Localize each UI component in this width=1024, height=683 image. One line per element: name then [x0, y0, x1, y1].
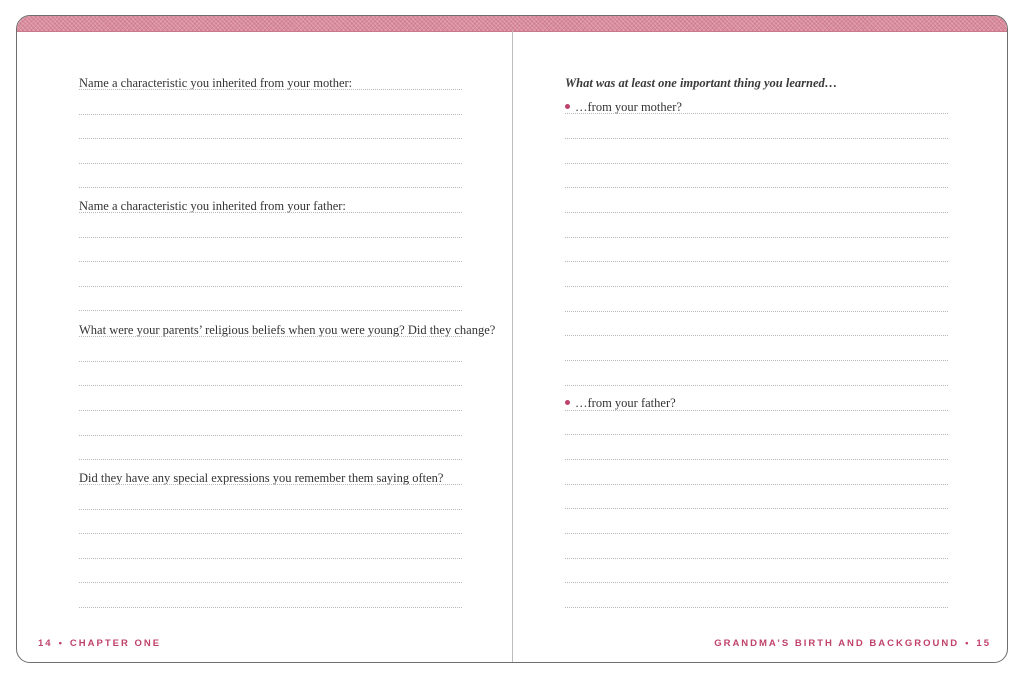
- section-title: GRANDMA’S BIRTH AND BACKGROUND: [714, 638, 960, 649]
- writing-line[interactable]: [79, 533, 462, 534]
- writing-line[interactable]: [565, 237, 948, 238]
- bullet-dot-icon: [565, 104, 570, 109]
- writing-line[interactable]: [79, 237, 462, 238]
- writing-line[interactable]: [79, 114, 462, 115]
- writing-line[interactable]: [565, 261, 948, 262]
- right-page: [513, 31, 1008, 663]
- writing-line[interactable]: [79, 558, 462, 559]
- question-mother-characteristic: Name a characteristic you inherited from your mother:: [79, 76, 353, 90]
- writing-line[interactable]: [79, 385, 462, 386]
- right-page-footer: [714, 638, 991, 649]
- writing-line[interactable]: [79, 261, 462, 262]
- writing-line[interactable]: [79, 361, 462, 362]
- writing-line[interactable]: [565, 335, 948, 336]
- writing-line[interactable]: [565, 360, 948, 361]
- writing-line[interactable]: [79, 582, 462, 583]
- writing-line[interactable]: [565, 138, 948, 139]
- writing-line[interactable]: [79, 509, 462, 510]
- bullet-from-father: [565, 396, 676, 410]
- bullet-label: …from your mother?: [575, 100, 682, 114]
- decorative-top-band: [17, 16, 1007, 32]
- question-special-expressions: Did they have any special expressions you remember them saying often?: [79, 471, 444, 485]
- writing-line[interactable]: [79, 484, 462, 485]
- writing-line[interactable]: [79, 459, 462, 460]
- writing-line[interactable]: [565, 508, 948, 509]
- writing-line[interactable]: [565, 582, 948, 583]
- writing-line[interactable]: [79, 410, 462, 411]
- writing-line[interactable]: [565, 187, 948, 188]
- footer-separator: •: [965, 638, 971, 649]
- page-number: 15: [976, 638, 991, 649]
- writing-line[interactable]: [79, 89, 462, 90]
- bullet-label: …from your father?: [575, 396, 676, 410]
- footer-separator: •: [58, 638, 64, 649]
- writing-line[interactable]: [565, 533, 948, 534]
- writing-line[interactable]: [79, 435, 462, 436]
- writing-line[interactable]: [79, 138, 462, 139]
- chapter-title: CHAPTER ONE: [69, 638, 162, 649]
- book-spread: [16, 15, 1008, 663]
- writing-line[interactable]: [79, 212, 462, 213]
- writing-line[interactable]: [565, 113, 948, 114]
- prompt-important-lesson: What was at least one important thing you learned…: [565, 76, 838, 90]
- writing-line[interactable]: [565, 484, 948, 485]
- left-page-footer: [38, 638, 161, 649]
- writing-line[interactable]: [565, 607, 948, 608]
- writing-line[interactable]: [565, 163, 948, 164]
- writing-line[interactable]: [565, 385, 948, 386]
- question-father-characteristic: Name a characteristic you inherited from your father:: [79, 199, 346, 213]
- left-page: [17, 31, 512, 663]
- writing-line[interactable]: [79, 310, 462, 311]
- writing-line[interactable]: [79, 187, 462, 188]
- question-religious-beliefs: What were your parents’ religious beliefs when you were young? Did they change?: [79, 323, 496, 337]
- page-number: 14: [38, 638, 53, 649]
- writing-line[interactable]: [79, 336, 462, 337]
- writing-line[interactable]: [565, 410, 948, 411]
- bullet-from-mother: [565, 100, 682, 114]
- bullet-dot-icon: [565, 400, 570, 405]
- writing-line[interactable]: [79, 607, 462, 608]
- writing-line[interactable]: [565, 311, 948, 312]
- writing-line[interactable]: [565, 459, 948, 460]
- writing-line[interactable]: [565, 434, 948, 435]
- writing-line[interactable]: [79, 286, 462, 287]
- writing-line[interactable]: [565, 558, 948, 559]
- writing-line[interactable]: [79, 163, 462, 164]
- writing-line[interactable]: [565, 286, 948, 287]
- writing-line[interactable]: [565, 212, 948, 213]
